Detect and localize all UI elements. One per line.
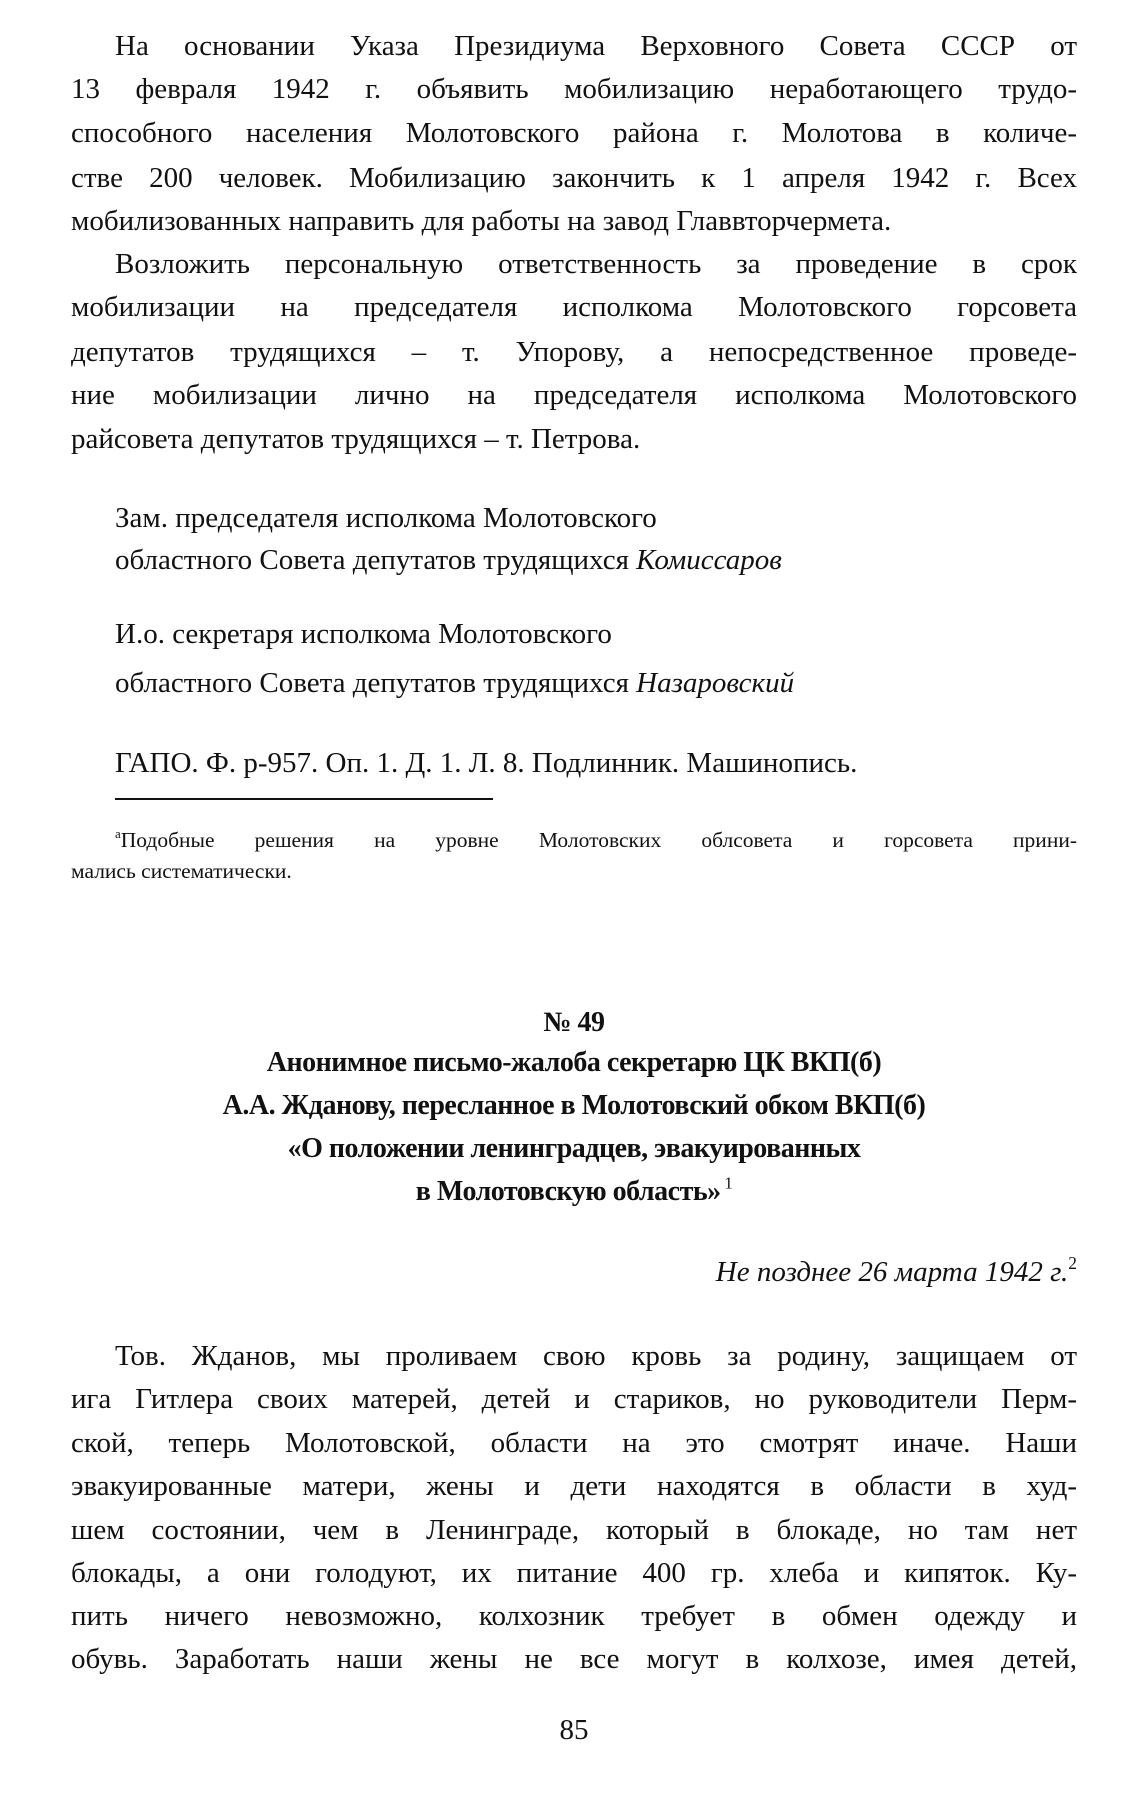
paragraph-line: депутатов трудящихся – т. Упорову, а непосредственное проведе- bbox=[71, 336, 1077, 368]
footnote-divider bbox=[115, 798, 493, 800]
signatory-name: Комиссаров bbox=[636, 544, 782, 576]
paragraph-line: Возложить персональную ответственность за проведение в срок bbox=[115, 248, 1077, 280]
signature-title bbox=[115, 661, 1077, 705]
letter-body-line: обувь. Заработать наши жены не все могут в колхозе, имея детей, bbox=[71, 1643, 1077, 1675]
title-footnote-ref: 1 bbox=[720, 1173, 733, 1193]
letter-body-line: пить ничего невозможно, колхозник требует в обмен одежду и bbox=[71, 1600, 1077, 1632]
date-footnote-ref: 2 bbox=[1068, 1252, 1077, 1273]
archive-source: ГАПО. Ф. р-957. Оп. 1. Д. 1. Л. 8. Подлинник. Машинопись. bbox=[115, 747, 858, 779]
letter-body-line: ской, теперь Молотовской, области на это смотрят иначе. Наши bbox=[71, 1427, 1077, 1459]
paragraph-line: способного населения Молотовского района г. Молотова в количе- bbox=[71, 117, 1077, 149]
document-title-line: «О положении ленинградцев, эвакуированных bbox=[287, 1133, 861, 1164]
signature-title: И.о. секретаря исполкома Молотовского bbox=[115, 618, 612, 650]
signature-title-text: областного Совета депутатов трудящихся bbox=[115, 544, 637, 576]
paragraph-line: мобилизованных направить для работы на завод Главвторчермета. bbox=[71, 205, 892, 237]
paragraph-line: ние мобилизации лично на председателя исполкома Молотовского bbox=[71, 379, 1077, 411]
page-number: 85 bbox=[559, 1714, 589, 1746]
letter-body-line: ига Гитлера своих матерей, детей и стариков, но руководители Перм- bbox=[71, 1383, 1077, 1415]
signature-title: Зам. председателя исполкома Молотовского bbox=[115, 502, 657, 534]
document-title-line: Анонимное письмо-жалоба секретарю ЦК ВКП(б) bbox=[266, 1047, 882, 1078]
document-number: № 49 bbox=[543, 1007, 605, 1038]
letter-body-line: эвакуированные матери, жены и дети находятся в области в худ- bbox=[71, 1470, 1077, 1502]
footnote-line bbox=[115, 825, 1077, 855]
paragraph-line: мобилизации на председателя исполкома Молотовского горсовета bbox=[71, 291, 1077, 323]
paragraph-line: стве 200 человек. Мобилизацию закончить к 1 апреля 1942 г. Всех bbox=[71, 162, 1077, 194]
footnote-mark: а bbox=[115, 826, 121, 841]
signature-title bbox=[115, 538, 1077, 582]
paragraph-line: райсовета депутатов трудящихся – т. Петрова. bbox=[71, 423, 641, 455]
paragraph-line: На основании Указа Президиума Верховного Совета СССР от bbox=[115, 30, 1077, 62]
document-title-line: в Молотовскую область» $^1$ bbox=[415, 1173, 733, 1207]
footnote-line: мались систематически. bbox=[71, 859, 292, 883]
letter-body-line: шем состоянии, чем в Ленинграде, который в блокаде, но там нет bbox=[71, 1514, 1077, 1546]
signature-title-text: областного Совета депутатов трудящихся bbox=[115, 667, 637, 699]
letter-body-line: блокады, а они голодуют, их питание 400 гр. хлеба и кипяток. Ку- bbox=[71, 1557, 1077, 1589]
letter-body-line: Тов. Жданов, мы проливаем свою кровь за родину, защищаем от bbox=[115, 1340, 1077, 1372]
paragraph-line: 13 февраля 1942 г. объявить мобилизацию неработающего трудо- bbox=[71, 73, 1077, 105]
footnote-text: Подобные решения на уровне Молотовских облсовета и горсовета прини- bbox=[120, 828, 1077, 852]
document-title-line: А.А. Жданову, пересланное в Молотовский обком ВКП(б) bbox=[222, 1090, 926, 1121]
signatory-name: Назаровский bbox=[636, 667, 795, 699]
document-date: Не позднее 26 марта 1942 г.$^2$ bbox=[715, 1252, 1077, 1288]
